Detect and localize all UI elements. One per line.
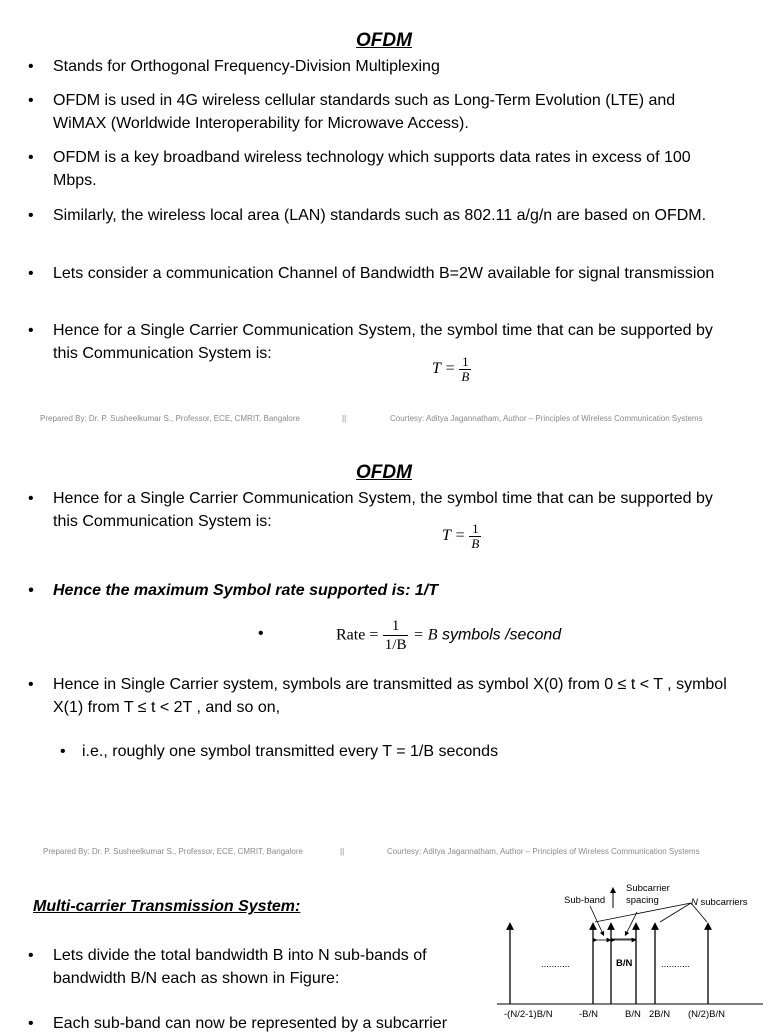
slide-2-title: OFDM — [356, 462, 412, 483]
bullet-text: OFDM is a key broadband wireless technology which supports data rates in excess of 100 Mbps. — [53, 149, 691, 189]
slide-1-bullet — [28, 55, 728, 78]
axis-label: (N/2)B/N — [688, 1009, 725, 1020]
sub-band-label: Sub-band — [564, 895, 606, 906]
rate-rhs: = B — [412, 626, 438, 644]
bullet-dot: • — [28, 582, 34, 599]
bullet-dot: • — [28, 58, 34, 75]
slide-1-bullet — [28, 146, 728, 192]
bullet-text: Each sub-band can now be represented by a subcarrier — [53, 1015, 448, 1032]
bullet-dot: • — [28, 207, 34, 224]
n-subcarriers-text: subcarriers — [697, 897, 748, 908]
bullet-dot: • — [28, 265, 34, 282]
rate-fraction — [383, 617, 409, 654]
formula-lhs: T = — [432, 360, 456, 378]
slide-2-sub-bullet — [60, 740, 720, 763]
bullet-text: OFDM is used in 4G wireless cellular standards such as Long-Term Evolution (LTE) and WiMAX (Worldwide Interoperability for Microwave Access). — [53, 92, 676, 132]
slide-1-title: OFDM — [356, 30, 412, 51]
axis-label: -(N/2-1)B/N — [504, 1009, 553, 1020]
footer-right: Courtesy: Aditya Jagannatham, Author – Principles of Wireless Communication Systems — [390, 414, 703, 423]
bullet-dot: • — [28, 1015, 34, 1032]
bullet-dot: • — [28, 490, 34, 507]
formula-fraction — [459, 355, 471, 384]
bullet-text: i.e., roughly one symbol transmitted every T = 1/B seconds — [82, 743, 499, 760]
bullet-text: Lets divide the total bandwidth B into N sub-bands of bandwidth B/N each as shown in Figure: — [53, 947, 427, 987]
spacing-label-1: Subcarrier — [626, 883, 670, 894]
axis-label: B/N — [625, 1009, 641, 1020]
bullet-dot: • — [28, 947, 34, 964]
axis-label: -B/N — [579, 1009, 598, 1020]
n-subcarriers-n: N — [691, 897, 698, 908]
slide-1-bullet — [28, 204, 728, 227]
bn-box-label: B/N — [616, 958, 633, 969]
bullet-dot: • — [60, 743, 66, 760]
n-subcarriers-label — [691, 897, 748, 908]
spacing-label-2: spacing — [626, 895, 659, 906]
rate-denominator: 1/B — [384, 637, 407, 653]
slide-2-bullet — [28, 673, 728, 719]
formula-lhs: T = — [442, 527, 466, 545]
rate-numerator: 1 — [391, 618, 400, 634]
footer-left: Prepared By: Dr. P. Susheelkumar S., Professor, ECE, CMRIT, Bangalore — [43, 847, 303, 856]
slide-1-bullet — [28, 262, 728, 285]
bullet-text: Hence for a Single Carrier Communication System, the symbol time that can be supported by this Communication System is: — [53, 490, 713, 530]
sub-band-pointer — [590, 906, 603, 934]
bullet-text: Lets consider a communication Channel of Bandwidth B=2W available for signal transmission — [53, 265, 715, 282]
axis-label: 2B/N — [649, 1009, 671, 1020]
rate-lhs: Rate = — [336, 626, 379, 644]
footer-separator: || — [340, 847, 345, 856]
sub-band-box — [611, 939, 636, 1004]
bullet-dot: • — [28, 322, 34, 339]
footer-separator: || — [342, 414, 347, 423]
footer-right: Courtesy: Aditya Jagannatham, Author – Principles of Wireless Communication Systems — [387, 847, 700, 856]
formula-denominator: B — [461, 369, 470, 384]
slide-3-bullet — [28, 944, 478, 990]
slide-2-bullet-emphasis — [28, 579, 728, 602]
symbol-time-formula — [432, 355, 471, 384]
subcarrier-figure — [495, 876, 765, 1024]
slide-1-bullet — [28, 89, 728, 135]
bullet-dot: • — [28, 676, 34, 693]
formula-numerator: 1 — [462, 354, 469, 369]
symbol-time-formula — [442, 522, 481, 551]
formula-fraction — [469, 522, 481, 551]
left-dots: ........... — [541, 959, 571, 970]
footer-left: Prepared By: Dr. P. Susheelkumar S., Professor, ECE, CMRIT, Bangalore — [40, 414, 300, 423]
bullet-text: Hence for a Single Carrier Communication System, the symbol time that can be supported by this Communication System is: — [53, 322, 713, 362]
bullet-text: Hence in Single Carrier system, symbols are transmitted as symbol X(0) from 0 ≤ t < T , symbol X(1) from T ≤ t < 2T , and so on, — [53, 676, 727, 716]
bullet-text: Stands for Orthogonal Frequency-Division Multiplexing — [53, 58, 440, 75]
formula-denominator: B — [471, 536, 480, 551]
slide-2-bullet — [28, 487, 728, 533]
bullet-dot: • — [28, 149, 34, 166]
right-dots: ........... — [661, 959, 691, 970]
bullet-dot: • — [28, 92, 34, 109]
rate-bullet-dot: • — [258, 625, 264, 642]
slide-1-bullet — [28, 319, 728, 365]
formula-numerator: 1 — [472, 521, 479, 536]
slide-3-title: Multi-carrier Transmission System: — [33, 898, 301, 915]
rate-unit: symbols /second — [441, 626, 562, 644]
bullet-text: Hence the maximum Symbol rate supported is: 1/T — [53, 582, 438, 599]
rate-formula — [336, 617, 561, 654]
bullet-text: Similarly, the wireless local area (LAN) standards such as 802.11 a/g/n are based on OFDM. — [53, 207, 707, 224]
